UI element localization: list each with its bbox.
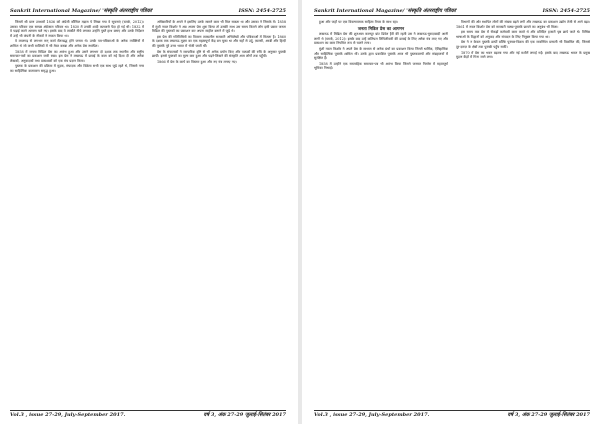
paragraph: विभागों की ओर स्थापित लोगों की संख्या बढ़ने लगी और लखनऊ का प्रकाशन उद्योग तेजी से आगे बढ़ा। 1861 में नवल किशोर प्रेस को सरकारी पाठ्य-पुस्तकें छापने का अनुबंध भी मिला। xyxy=(456,20,590,29)
hindi-volume-info: वर्ष 3, अंक 27-29 जुलाई-सितंबर 2017 xyxy=(507,412,590,418)
page-header xyxy=(10,6,286,16)
paragraph: प्रेस ने न केवल पुस्तकें छापीं बल्कि पुस्तक-विक्रय की एक व्यवस्थित प्रणाली भी विकसित की, जिससे दूर-दराज़ के क्षेत्रों तक पुस्तकें पहुँच सकीं। xyxy=(456,40,590,49)
page-footer xyxy=(10,410,286,418)
page-header xyxy=(314,6,590,16)
column-1 xyxy=(314,20,448,414)
journal-title: Sankrit International Magazine/ 'संस्कृति अंतरराष्ट्रीय पत्रिका' xyxy=(10,8,154,14)
paragraph: हुआ और जहाँ पर एक विवरणात्मक साहित्य तैयार के साथ रहा। xyxy=(319,20,399,24)
column-2 xyxy=(456,20,590,414)
text-columns xyxy=(10,20,286,414)
volume-info: Vol.3 , issue 27-29, July-September 2017. xyxy=(314,412,430,418)
paragraph: मुंशी नवल किशोर ने अपने प्रेस के माध्यम से अनेक ग्रंथों का प्रकाशन किया जिनमें धार्मिक, ऐतिहासिक और साहित्यिक पुस्तकें शामिल थीं। उनके द्वारा प्रकाशित पुस्तकें आज भी पुस्तकालयों और संग्रहालयों में सुरक्षित हैं। xyxy=(314,46,448,61)
paragraph: 1858 में जनता मिडिल प्रेस का आरंभ हुआ और उसने लगभग दो दशक तक स्थानीय और राष्ट्रीय समाचार-पत्रों का प्रकाशन जारी रखा। इस प्रेस ने लखनऊ में छपाई के काम को नई दिशा दी और अनेक लेखकों, अनुवादकों तथा प्रकाशकों को एक मंच प्रदान किया। xyxy=(10,49,144,63)
column-2 xyxy=(152,20,286,414)
left-page xyxy=(0,0,296,424)
paragraph: जिसमें श्री प्राण उपधारों 1836 को अंग्रेजी कौंसिल मद्रास पे लिखा गया वे सूचनाएं (स्टार्क, 2012)। उसका परिवार एक सम्पन्न अंग्रेजारा परिवार था। 1830 में उनकी शादी कलकत्ते पैदा हो गई थी। 1832 में वे पढ़ाई करने अत्यन्त चले गए। इसके बाद वे तत्कौते नीचे लगकर उन्होंने पुस्तें हाथ बनाए और उनके निर्देशन में उन्हें भी कंपनी के नौकरों ने सफल किया था। xyxy=(10,20,144,38)
paragraph: अधिकारियों के अपने ने इसलिए उनके सामने काम भी मिल सकता था और उसका ने जिसके में। 1858 में मुंशी नवल किशोर ने अब अपना प्रेस शुरू किया तो उसकी साथ उस समय कितने लोग इसी प्रकार जनता मिडिल की पुस्तकों का प्रकाशन कर अपना माहौल बनाने में जुड़े थे। xyxy=(152,20,286,34)
column-1 xyxy=(10,20,144,414)
page-footer xyxy=(314,410,590,418)
volume-info: Vol.3 , issue 27-29, July-September 2017. xyxy=(10,412,126,418)
issn: ISSN: 2454-2725 xyxy=(238,8,286,14)
paragraph: पुस्तक के प्रकाशन की प्रक्रिया में मुद्रक, संपादक और विक्रेता सभी एक साथ जुड़े रहते थे, जिससे नगर का साहित्यिक वातावरण समृद्ध हुआ। xyxy=(10,64,144,73)
hindi-volume-info: वर्ष 3, अंक 27-29 जुलाई-सितंबर 2017 xyxy=(203,412,286,418)
page-gutter xyxy=(298,0,302,424)
paragraph: इस समय तक प्रेस में सैकड़ों कर्मचारी काम करते थे और प्रतिदिन हजारों पृष्ठ छापे जाते थे। विभिन्न भाषाओं के विद्वानों को अनुवाद और संपादन के लिए नियुक्त किया गया था। xyxy=(456,30,590,39)
section-heading: जनता मिडिल प्रेस का आगमन xyxy=(357,25,405,31)
text-columns xyxy=(314,20,590,414)
paragraph: 1866 में प्रेस के कार्य का विस्तार हुआ और नए यंत्र लगाए गए। xyxy=(157,59,237,64)
paragraph: 1858 में उन्होंने एक साप्ताहिक समाचार-पत्र भी आरंभ किया जिसने जनमत निर्माण में महत्वपूर्ण भूमिका निभाई। xyxy=(314,61,448,71)
paragraph: प्रेस के संचालकों ने व्यापारिक दृष्टि से भी अनेक प्रयोग किए और पाठकों की रुचि के अनुसार पुस्तकें छापीं। इससे पुस्तकों का मूल्य कम हुआ और पढ़ने-लिखने की संस्कृति आम लोगों तक पहुँची। xyxy=(152,49,286,59)
right-page xyxy=(304,0,600,424)
paragraph: लखनऊ में मिडिल प्रेस की शुरुआत कानपुर ग्रांट डिवेल हैरी की रहती उस ने लखनऊ-मुरादाबादी आनी लागी थे (स्टार्क, 2012)। इसके बाद उन्हें कलिपल लिपिलीवारी की छपाई के लिए अनेक यंत्र लाए गए और प्रकाशन का काम नियमित रूप से चलने लगा। xyxy=(314,32,448,46)
journal-title: Sankrit International Magazine/ 'संस्कृति अंतरराष्ट्रीय पत्रिका' xyxy=(314,8,458,14)
paragraph: वे लालगढ़ से लगभग सन् कार्य मेंतरबद्ध होने जनता थे। उनके पत्र-पत्रिकाओं के अनेक व्यक्तियों में शामिल थे जो कभी मालिकों में भी मेरठ कस्बा और अनेक प्रेस स्थापित। xyxy=(10,39,144,48)
issn: ISSN: 2454-2725 xyxy=(542,8,590,14)
paragraph: 1870 में प्रेस का भवन बढ़ाया गया और नई मशीनें लगाई गईं। इसके बाद लखनऊ भारत के प्रमुख मुद्रण केंद्रों में गिना जाने लगा। xyxy=(456,50,590,60)
paragraph: इस प्रेस की गतिविधियों का विवरण तत्कालीन सरकारी अभिलेखों और पत्रिकाओं में मिलता है। 1860 के दशक तक लखनऊ मुद्रण का एक महत्वपूर्ण केंद्र बन चुका था और यहाँ से उर्दू, फ़ारसी, अरबी और हिन्दी की पुस्तकें पूरे उत्तर भारत में भेजी जाती थीं। xyxy=(152,34,286,48)
